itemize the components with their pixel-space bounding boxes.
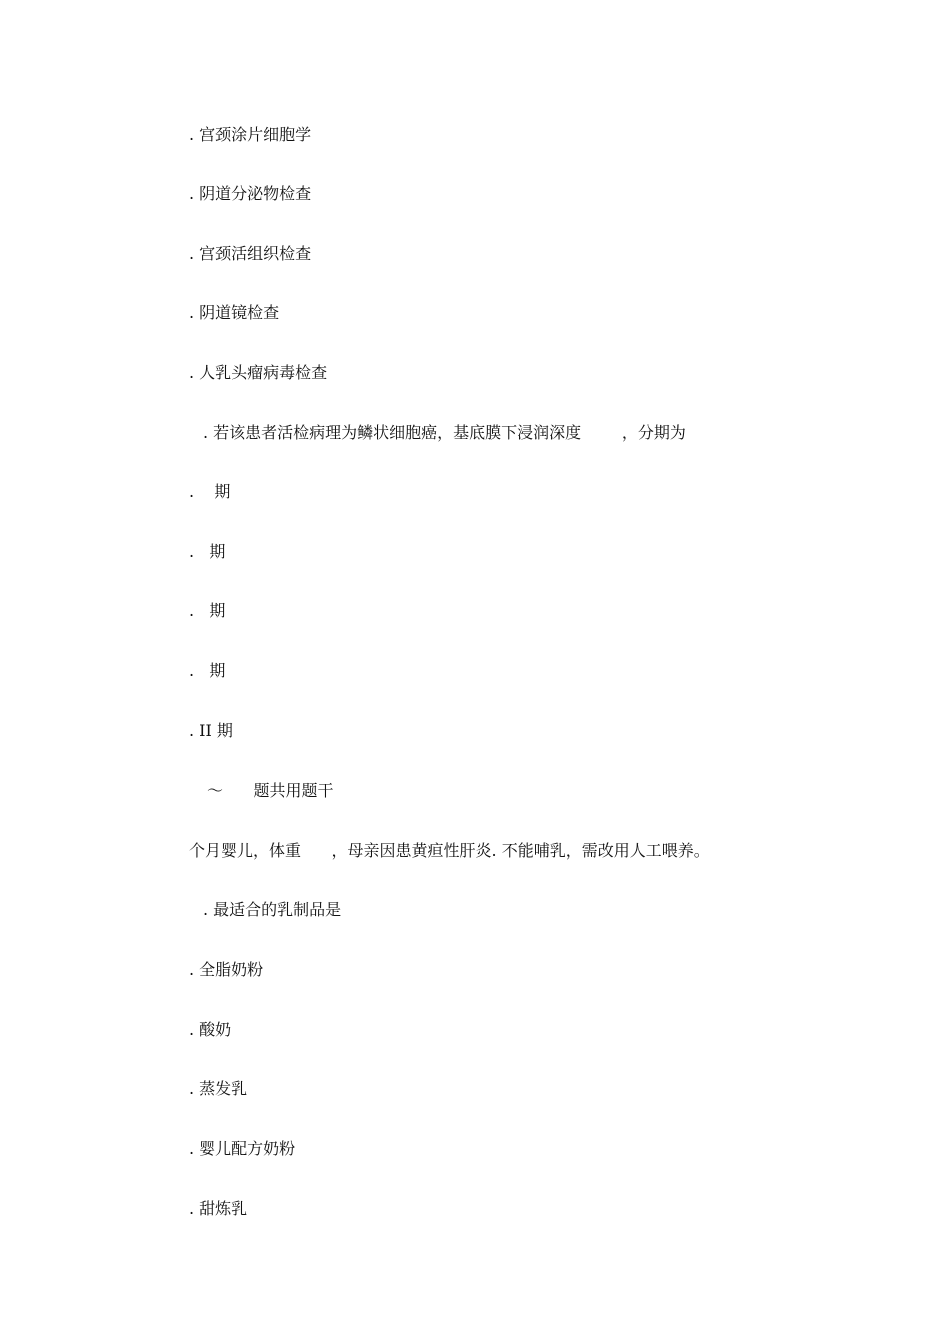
option-infant-formula: . 婴儿配方奶粉 <box>189 1139 296 1158</box>
option-condensed-milk: . 甜炼乳 <box>189 1199 248 1218</box>
option-stage-c: . 期 <box>189 601 226 620</box>
option-evaporated-milk: . 蒸发乳 <box>189 1079 248 1098</box>
case-stem: 个月婴儿，体重 ，母亲因患黄疸性肝炎. 不能哺乳，需改用人工喂养。 <box>189 841 710 860</box>
option-vaginal-discharge: . 阴道分泌物检查 <box>189 184 312 203</box>
option-cervical-smear: . 宫颈涂片细胞学 <box>189 125 312 144</box>
option-yogurt: . 酸奶 <box>189 1020 232 1039</box>
option-cervical-biopsy: . 宫颈活组织检查 <box>189 244 312 263</box>
option-stage-ii: . II 期 <box>189 721 233 740</box>
option-stage-a: . 期 <box>189 482 231 501</box>
option-whole-milk-powder: . 全脂奶粉 <box>189 960 264 979</box>
option-hpv-test: . 人乳头瘤病毒检查 <box>189 363 328 382</box>
option-stage-b: . 期 <box>189 542 226 561</box>
option-stage-d: . 期 <box>189 661 226 680</box>
question-milk-product: . 最适合的乳制品是 <box>203 900 342 919</box>
question-staging: . 若该患者活检病理为鳞状细胞癌，基底膜下浸润深度 ，分期为 <box>203 423 686 442</box>
option-colposcopy: . 阴道镜检查 <box>189 303 280 322</box>
shared-stem-heading: ～ 题共用题干 <box>207 781 334 800</box>
